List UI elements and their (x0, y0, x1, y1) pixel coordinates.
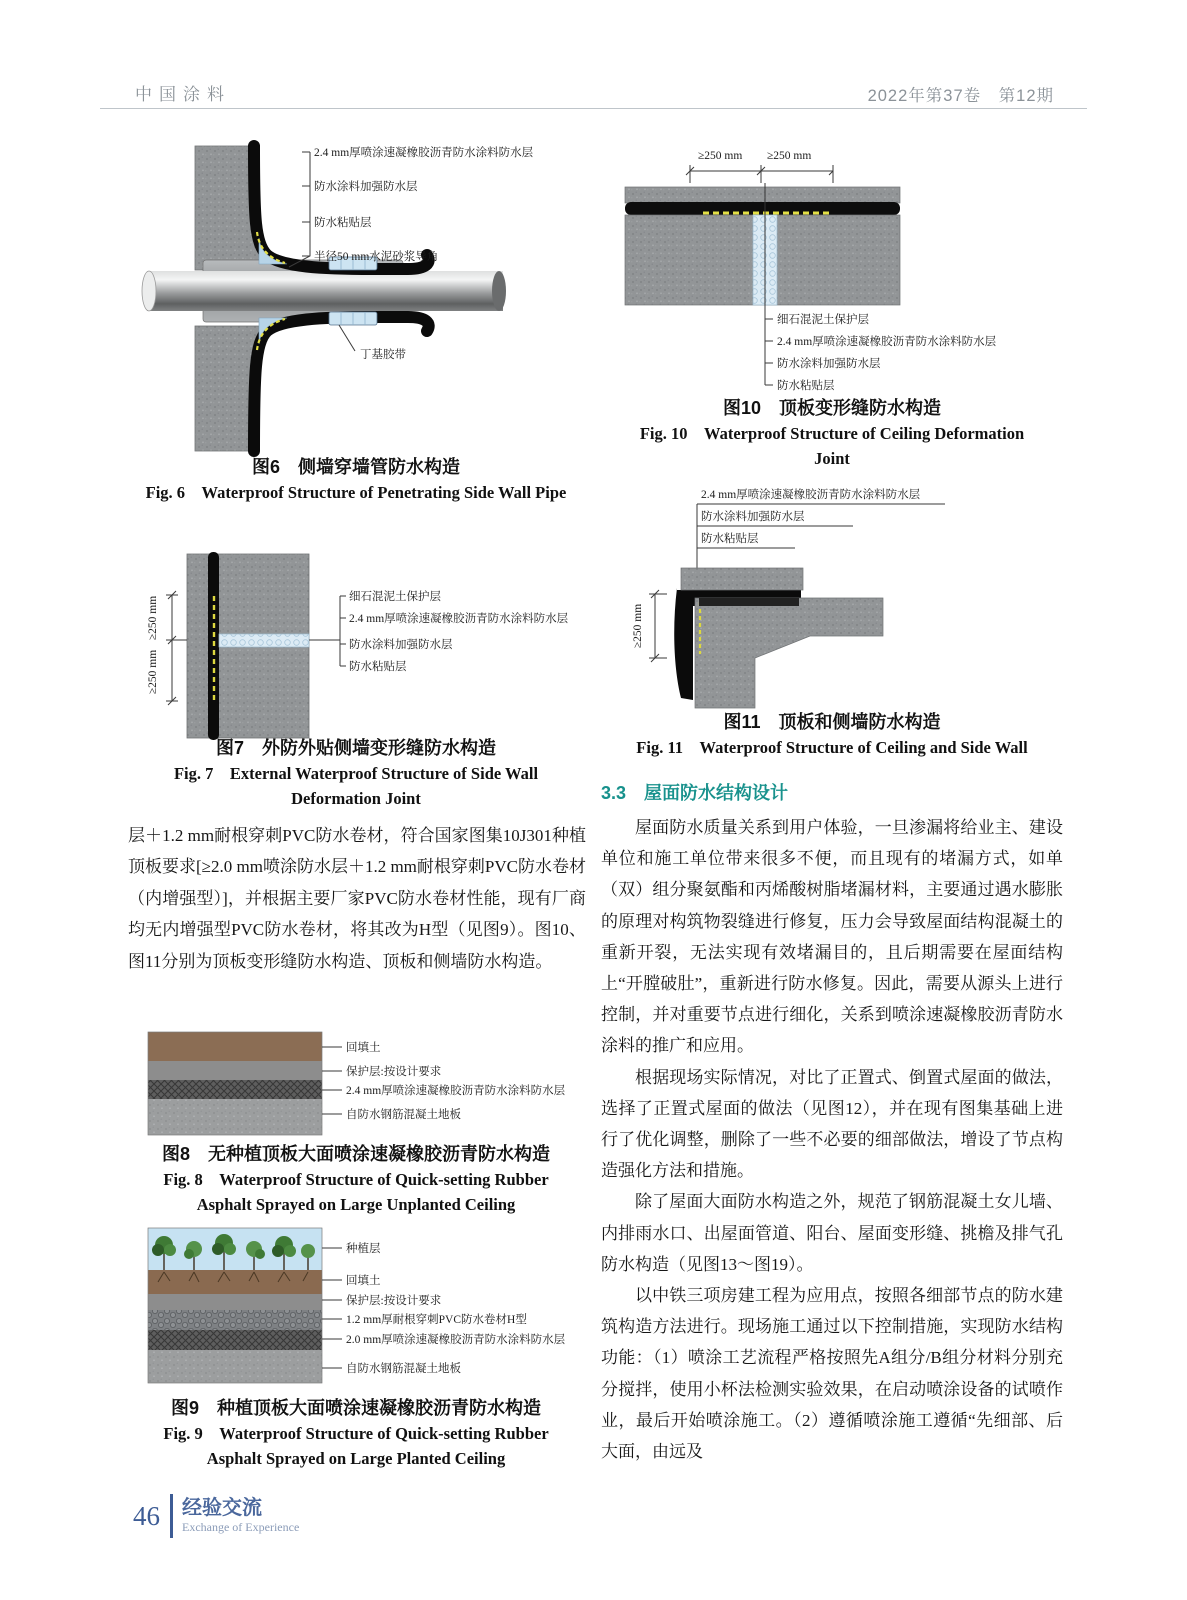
figure8-diagram (140, 1014, 585, 1142)
fig11-wall-mass (695, 598, 883, 708)
fig9-label: 1.2 mm厚耐根穿刺PVC防水卷材H型 (346, 1314, 527, 1326)
fig6-label: 半径50 mm水泥砂浆导角 (314, 251, 439, 263)
fig8-leader-lines (322, 1047, 342, 1114)
fig8-slab-layer (148, 1099, 322, 1135)
figure9-caption-en: Fig. 9 Waterproof Structure of Quick-setting Rubber (163, 1424, 549, 1443)
figure6-caption-zh: 图6 侧墙穿墙管防水构造 (251, 457, 460, 477)
fig7-label: 防水涂料加强防水层 (349, 639, 453, 651)
fig11-slab-top (681, 568, 803, 590)
fig6-label: 2.4 mm厚喷涂速凝橡胶沥青防水涂料防水层 (314, 147, 534, 159)
figure11-caption-zh: 图11 顶板和侧墙防水构造 (723, 712, 941, 732)
body-paragraph: 屋面防水质量关系到用户体验，一旦渗漏将给业主、建设单位和施工单位带来很多不便，而且现有的堵漏方式，如单（双）组分聚氨酯和丙烯酸树脂堵漏材料，主要通过遇水膨胀的原理对构筑物裂缝进行修复，压力会导致屋面结构混凝土的重新开裂，无法实现有效堵漏目的，且后期需要在屋面结构上“开膛破肚”，重新进行防水修复。因此，需要从源头上进行控制，并对重要节点进行细化，关系到喷涂速凝橡胶沥青防水涂料的推广和应用。 (601, 818, 1063, 1056)
figure7-caption-en: Deformation Joint (291, 789, 421, 808)
figure7-diagram (130, 548, 585, 744)
fig6-leader-butyl (339, 325, 355, 351)
fig8-protection-layer (148, 1061, 322, 1080)
figure11-caption (601, 710, 1063, 760)
fig7-dimension (147, 591, 187, 705)
fig9-label: 2.0 mm厚喷涂速凝橡胶沥青防水涂料防水层 (346, 1334, 566, 1346)
left-paragraph: 层＋1.2 mm耐根穿刺PVC防水卷材，符合国家图集10J301种植顶板要求[≥2.0 mm喷涂防水层＋1.2 mm耐根穿刺PVC防水卷材（内增强型）]，并根据主要厂家PVC防水卷材性能，现有厂商均无内增强型PVC防水卷材，将其改为H型（见图9）。图10、图11分别为顶板变形缝防水构造、顶板和侧墙防水构造。 (128, 826, 586, 971)
fig7-leader-lines (309, 596, 346, 666)
fig10-dimension (686, 150, 833, 183)
fig6-label: 丁基胶带 (360, 349, 406, 361)
fig11-label: 防水粘贴层 (701, 533, 759, 545)
fig6-butyl-tape-bottom (329, 312, 377, 325)
footer-section-en: Exchange of Experience (182, 1520, 300, 1534)
fig7-label: 防水粘贴层 (349, 661, 407, 673)
fig7-label: 细石混泥土保护层 (349, 591, 441, 603)
body-paragraph: 根据现场实际情况，对比了正置式、倒置式屋面的做法，选择了正置式屋面的做法（见图12），并在现有图集基础上进行了优化调整，删除了一些不必要的细部做法，增设了节点构造强化方法和措施。 (601, 1067, 1063, 1181)
figure7-caption-en: Fig. 7 External Waterproof Structure of Side Wall (173, 764, 539, 783)
fig6-leader-lines (289, 152, 310, 267)
fig11-label: 防水涂料加强防水层 (701, 511, 805, 523)
figure10-caption-en: Fig. 10 Waterproof Structure of Ceiling Deformation (639, 424, 1025, 443)
fig9-slab-layer (148, 1350, 322, 1383)
fig10-label: 防水粘贴层 (777, 380, 835, 392)
fig8-label: 自防水钢筋混凝土地板 (346, 1109, 461, 1121)
fig10-label: 细石混泥土保护层 (777, 314, 869, 326)
fig8-label: 保护层:按设计要求 (346, 1066, 442, 1078)
fig9-label: 保护层:按设计要求 (346, 1295, 442, 1307)
figure11-diagram (615, 478, 1065, 710)
fig7-dim-top: ≥250 mm (147, 595, 159, 641)
figure9-caption-zh: 图9 种植顶板大面喷涂速凝橡胶沥青防水构造 (170, 1398, 541, 1418)
fig9-membrane-layer (148, 1330, 322, 1350)
fig7-joint-strip (219, 634, 309, 647)
figure8-caption-en: Asphalt Sprayed on Large Unplanted Ceiling (196, 1195, 516, 1214)
footer-section (182, 1497, 299, 1535)
fig9-pvc-layer (148, 1310, 322, 1330)
page-number: 46 (133, 1500, 160, 1531)
fig9-label: 回填土 (346, 1275, 381, 1287)
footer-divider (170, 1494, 173, 1538)
journal-title: 中国涂料 (135, 85, 231, 104)
figure10-caption-en: Joint (814, 449, 850, 468)
fig6-pipe (147, 271, 503, 311)
figure9-caption-en: Asphalt Sprayed on Large Planted Ceiling (206, 1449, 506, 1468)
fig9-label: 自防水钢筋混凝土地板 (346, 1363, 461, 1375)
fig7-dim-bottom: ≥250 mm (147, 649, 159, 695)
fig11-mesh-band (699, 598, 799, 606)
fig7-label: 2.4 mm厚喷涂速凝橡胶沥青防水涂料防水层 (349, 613, 569, 625)
figure8-caption-zh: 图8 无种植顶板大面喷涂速凝橡胶沥青防水构造 (161, 1144, 550, 1164)
figure11-caption-en: Fig. 11 Waterproof Structure of Ceiling and Side Wall (636, 738, 1028, 757)
figure8-caption-en: Fig. 8 Waterproof Structure of Quick-setting Rubber (163, 1170, 549, 1189)
fig6-membrane-bottom (254, 317, 429, 451)
fig10-membrane (625, 202, 900, 215)
figure6-diagram (133, 140, 588, 458)
figure7-caption (130, 736, 582, 811)
figure9-caption (130, 1396, 582, 1471)
fig6-label: 防水粘贴层 (314, 217, 372, 229)
fig9-label: 种植层 (346, 1243, 381, 1255)
fig11-dim: ≥250 mm (632, 603, 644, 649)
journal-issue: 2022年第37卷 第12期 (867, 87, 1054, 105)
fig6-label: 防水涂料加强防水层 (314, 181, 418, 193)
fig8-label: 2.4 mm厚喷涂速凝橡胶沥青防水涂料防水层 (346, 1085, 566, 1097)
figure9-diagram (140, 1218, 585, 1390)
fig6-pipe-end-left (142, 271, 156, 311)
section-heading-3-3: 3.3 屋面防水结构设计 (601, 783, 789, 803)
fig9-backfill-layer (148, 1270, 322, 1294)
figure10-caption-zh: 图10 顶板变形缝防水构造 (722, 398, 942, 418)
figure7-caption-zh: 图7 外防外贴侧墙变形缝防水构造 (215, 738, 496, 758)
fig8-backfill-layer (148, 1032, 322, 1061)
body-paragraph: 以中铁三项房建工程为应用点，按照各细部节点的防水建筑构造方法进行。现场施工通过以下控制措施，实现防水结构功能：（1）喷涂工艺流程严格按照先A组分/B组分材料分别充分搅拌，使用小杯法检测实验效果，在启动喷涂设备的试喷作业，最后开始喷涂施工。（2）遵循喷涂施工遵循“先细部、后大面，由远及 (601, 1286, 1063, 1462)
fig11-dimension (632, 590, 667, 662)
figure8-caption (130, 1142, 582, 1217)
fig10-dim-left: ≥250 mm (698, 150, 743, 162)
fig9-leader-lines (322, 1248, 342, 1368)
fig10-label: 2.4 mm厚喷涂速凝橡胶沥青防水涂料防水层 (777, 336, 997, 348)
figure10-diagram (615, 143, 1065, 395)
figure6-caption (130, 455, 582, 505)
fig10-leader-lines (765, 305, 773, 385)
page-footer (133, 1494, 299, 1538)
fig9-protection-layer (148, 1294, 322, 1310)
figure10-caption (601, 396, 1063, 471)
fig11-label: 2.4 mm厚喷涂速凝橡胶沥青防水涂料防水层 (701, 489, 921, 501)
fig8-label: 回填土 (346, 1042, 381, 1054)
fig10-label: 防水涂料加强防水层 (777, 358, 881, 370)
right-column (601, 779, 1063, 1467)
fig6-pipe-end-right (492, 271, 506, 311)
figure6-caption-en: Fig. 6 Waterproof Structure of Penetrating Side Wall Pipe (145, 483, 567, 502)
footer-section-zh: 经验交流 (182, 1497, 262, 1519)
fig8-membrane-layer (148, 1080, 322, 1099)
fig10-slab-top (625, 187, 900, 203)
fig10-dim-right: ≥250 mm (767, 150, 812, 162)
body-paragraph: 除了屋面大面防水构造之外，规范了钢筋混凝土女儿墙、内排雨水口、出屋面管道、阳台、屋面变形缝、挑檐及排气孔防水构造（见图13～图19）。 (601, 1192, 1063, 1274)
header-rule (100, 108, 1087, 109)
